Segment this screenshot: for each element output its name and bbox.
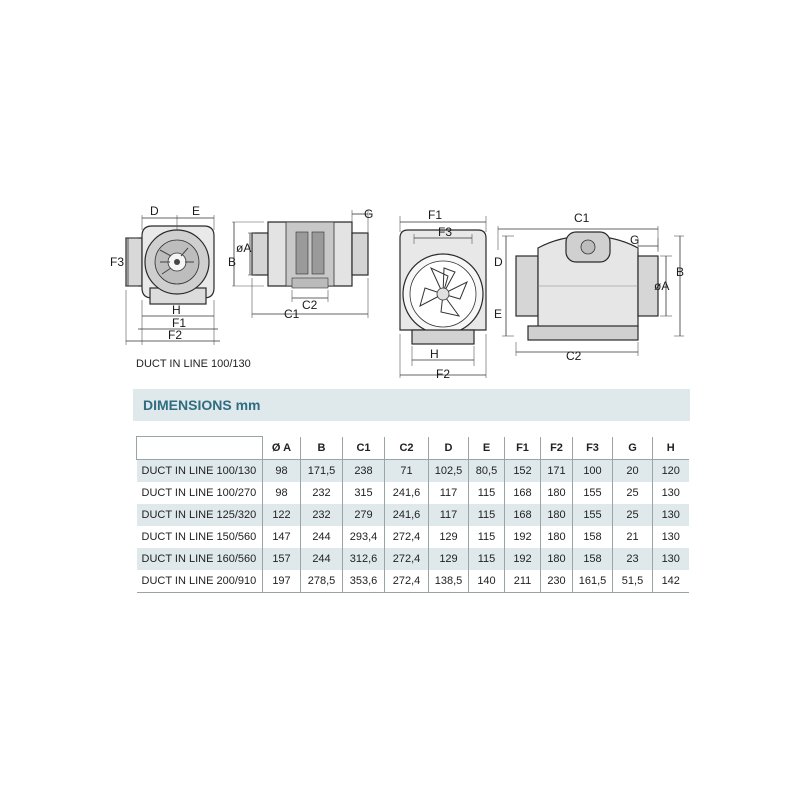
header-cell-f2: F2 [541, 437, 573, 460]
table-cell-d: 117 [429, 504, 469, 526]
view1-label-e: E [192, 204, 201, 218]
table-row [137, 482, 689, 504]
table-cell-f3: 158 [573, 526, 613, 548]
table-cell-c2: 272,4 [385, 548, 429, 570]
view4-label-g: G [630, 233, 640, 247]
table-cell-c2: 241,6 [385, 504, 429, 526]
dimensions-table [136, 436, 689, 593]
drawing-top-view-4 [494, 211, 684, 363]
table-cell-f1: 211 [505, 570, 541, 593]
header-cell-d: D [429, 437, 469, 460]
table-cell-f2: 180 [541, 504, 573, 526]
table-cell-a: 122 [263, 504, 301, 526]
drawing-caption: DUCT IN LINE 100/130 [136, 358, 251, 370]
table-cell-model: DUCT IN LINE 100/270 [137, 482, 263, 504]
header-cell-c2: C2 [385, 437, 429, 460]
table-cell-e: 115 [469, 504, 505, 526]
view1-label-h: H [172, 303, 181, 317]
header-cell-f1: F1 [505, 437, 541, 460]
table-cell-e: 115 [469, 526, 505, 548]
table-cell-f1: 168 [505, 504, 541, 526]
table-row [137, 548, 689, 570]
table-cell-a: 147 [263, 526, 301, 548]
view4-label-a: øA [654, 279, 670, 293]
table-cell-a: 98 [263, 460, 301, 483]
table-cell-g: 25 [613, 482, 653, 504]
table-cell-f1: 152 [505, 460, 541, 483]
table-cell-f3: 155 [573, 482, 613, 504]
table-cell-f2: 230 [541, 570, 573, 593]
table-cell-model: DUCT IN LINE 200/910 [137, 570, 263, 593]
header-cell-e: E [469, 437, 505, 460]
table-cell-f2: 180 [541, 526, 573, 548]
table-cell-c1: 312,6 [343, 548, 385, 570]
view3-label-f3: F3 [438, 225, 453, 239]
table-cell-f1: 168 [505, 482, 541, 504]
header-cell-b: B [301, 437, 343, 460]
drawing-side-view-1 [110, 204, 220, 345]
table-cell-c1: 279 [343, 504, 385, 526]
table-cell-model: DUCT IN LINE 150/560 [137, 526, 263, 548]
view4-label-b: B [676, 265, 685, 279]
header-cell-h: H [653, 437, 689, 460]
header-cell-model [137, 437, 263, 460]
table-cell-h: 130 [653, 482, 689, 504]
view2-label-c2: C2 [302, 298, 318, 312]
table-cell-f3: 158 [573, 548, 613, 570]
header-cell-a: Ø A [263, 437, 301, 460]
table-cell-model: DUCT IN LINE 125/320 [137, 504, 263, 526]
table-cell-f2: 180 [541, 482, 573, 504]
table-cell-g: 20 [613, 460, 653, 483]
header-cell-f3: F3 [573, 437, 613, 460]
table-cell-a: 157 [263, 548, 301, 570]
table-cell-e: 140 [469, 570, 505, 593]
table-cell-h: 130 [653, 548, 689, 570]
table-cell-b: 278,5 [301, 570, 343, 593]
table-cell-f3: 100 [573, 460, 613, 483]
section-banner [133, 389, 690, 421]
table-header-row [137, 437, 689, 460]
view1-label-f1: F1 [172, 316, 187, 330]
table-cell-d: 138,5 [429, 570, 469, 593]
view1-label-f3: F3 [110, 255, 125, 269]
table-cell-model: DUCT IN LINE 160/560 [137, 548, 263, 570]
technical-drawings [0, 0, 800, 380]
table-cell-c2: 272,4 [385, 570, 429, 593]
table-cell-b: 244 [301, 526, 343, 548]
view2-label-c1: C1 [284, 307, 300, 321]
table-cell-g: 51,5 [613, 570, 653, 593]
drawing-front-view-2 [228, 207, 373, 321]
table-cell-e: 80,5 [469, 460, 505, 483]
table-cell-c2: 241,6 [385, 482, 429, 504]
table-cell-g: 23 [613, 548, 653, 570]
table-cell-d: 117 [429, 482, 469, 504]
table-cell-c2: 71 [385, 460, 429, 483]
table-cell-c1: 353,6 [343, 570, 385, 593]
view4-label-e: E [494, 307, 503, 321]
table-cell-e: 115 [469, 548, 505, 570]
table-cell-a: 98 [263, 482, 301, 504]
drawing-axial-view-3 [400, 208, 486, 380]
table-cell-c1: 315 [343, 482, 385, 504]
table-cell-d: 102,5 [429, 460, 469, 483]
table-cell-f1: 192 [505, 548, 541, 570]
table-cell-h: 120 [653, 460, 689, 483]
view2-label-a: øA [236, 241, 252, 255]
view3-label-f2: F2 [436, 367, 451, 380]
table-cell-g: 25 [613, 504, 653, 526]
table-cell-c1: 238 [343, 460, 385, 483]
table-cell-h: 142 [653, 570, 689, 593]
view4-label-d: D [494, 255, 503, 269]
table-cell-b: 232 [301, 482, 343, 504]
table-cell-b: 171,5 [301, 460, 343, 483]
table-cell-h: 130 [653, 504, 689, 526]
table-cell-model: DUCT IN LINE 100/130 [137, 460, 263, 483]
table-cell-b: 232 [301, 504, 343, 526]
header-cell-c1: C1 [343, 437, 385, 460]
table-cell-g: 21 [613, 526, 653, 548]
table-cell-d: 129 [429, 548, 469, 570]
view1-label-d: D [150, 204, 159, 218]
table-cell-c1: 293,4 [343, 526, 385, 548]
table-row [137, 526, 689, 548]
table-cell-h: 130 [653, 526, 689, 548]
table-row [137, 504, 689, 526]
table-cell-e: 115 [469, 482, 505, 504]
table-cell-c2: 272,4 [385, 526, 429, 548]
section-title: DIMENSIONS mm [143, 397, 261, 413]
table-cell-d: 129 [429, 526, 469, 548]
table-cell-b: 244 [301, 548, 343, 570]
table-cell-f2: 171 [541, 460, 573, 483]
table-cell-f3: 161,5 [573, 570, 613, 593]
view1-label-f2: F2 [168, 328, 183, 342]
view3-label-h: H [430, 347, 439, 361]
view3-label-f1: F1 [428, 208, 443, 222]
table-cell-f2: 180 [541, 548, 573, 570]
view4-label-c2: C2 [566, 349, 582, 363]
table-cell-f1: 192 [505, 526, 541, 548]
header-cell-g: G [613, 437, 653, 460]
view2-label-g: G [364, 207, 374, 221]
table-cell-a: 197 [263, 570, 301, 593]
table-row [137, 460, 689, 483]
view4-label-c1: C1 [574, 211, 590, 225]
table-cell-f3: 155 [573, 504, 613, 526]
view2-label-b: B [228, 255, 237, 269]
table-row [137, 570, 689, 593]
